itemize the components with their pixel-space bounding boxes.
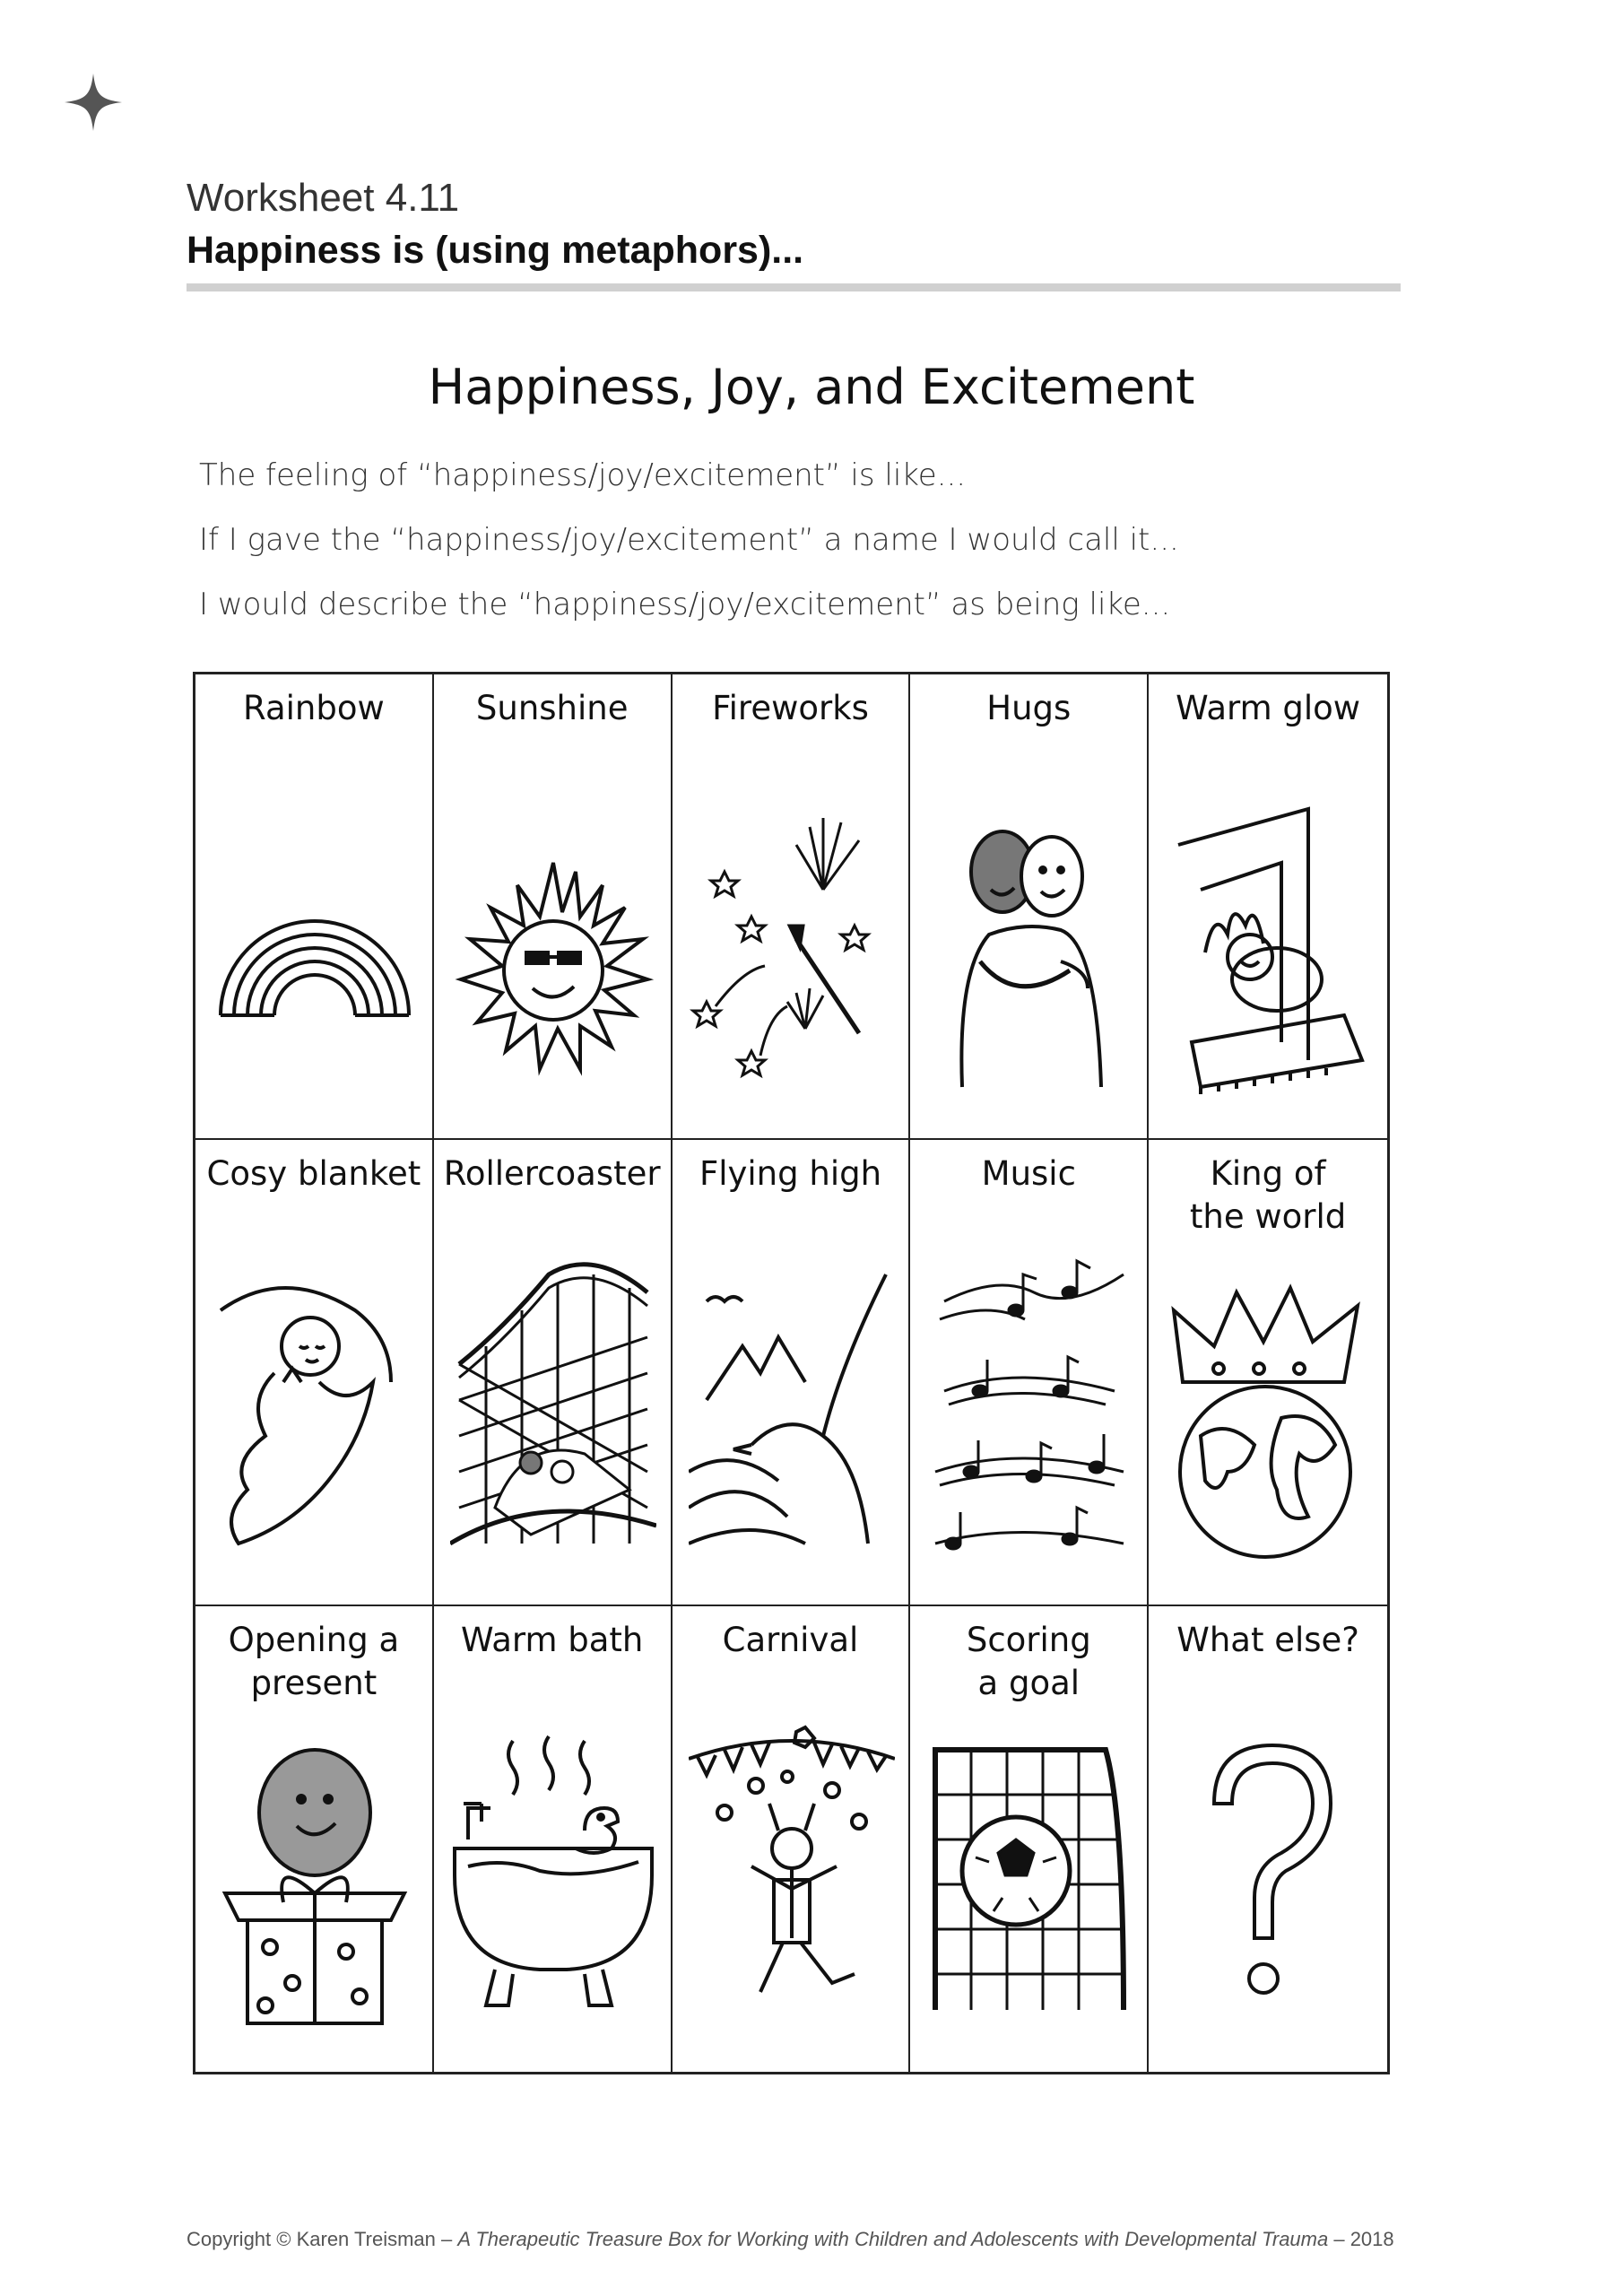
goal-ball-icon	[926, 1723, 1133, 2028]
card-opening-a-present	[195, 1606, 434, 2072]
card-label: Carnival	[722, 1620, 859, 1659]
card-warm-glow	[1149, 674, 1387, 1140]
card-label: King of the world	[1189, 1154, 1347, 1237]
copyright-footer: Copyright © Karen Treisman – A Therapeutic Treasure Box for Working with Children and Adolescents with Developmental Trauma – 2018	[187, 2228, 1394, 2250]
card-hugs	[910, 674, 1149, 1140]
metaphor-grid	[193, 672, 1390, 2074]
card-label: Cosy blanket	[206, 1154, 421, 1194]
present-icon	[212, 1723, 418, 2028]
card-king-of-the-world	[1149, 1140, 1387, 1605]
crown-globe-icon	[1165, 1257, 1371, 1561]
star-icon	[63, 72, 124, 133]
card-label: Fireworks	[712, 689, 869, 727]
card-label: What else?	[1176, 1620, 1359, 1659]
card-sunshine	[434, 674, 673, 1140]
card-warm-bath	[434, 1606, 673, 2072]
prompt-line-1: The feeling of “happiness/joy/excitement” is like...	[199, 457, 967, 493]
card-label: Scoring a goal	[966, 1620, 1091, 1702]
card-music	[910, 1140, 1149, 1605]
sun-icon	[450, 791, 656, 1096]
fireworks-icon	[689, 791, 895, 1096]
card-carnival	[673, 1606, 911, 2072]
blanket-icon	[212, 1257, 418, 1561]
juggler-icon	[689, 1723, 895, 2028]
card-rollercoaster	[434, 1140, 673, 1605]
card-label: Rollercoaster	[443, 1154, 661, 1194]
card-label: Warm bath	[461, 1620, 644, 1659]
prompt-line-2: If I gave the “happiness/joy/excitement” a name I would call it...	[199, 522, 1179, 558]
card-label: Rainbow	[243, 689, 385, 727]
prompt-line-3: I would describe the “happiness/joy/excitement” as being like...	[199, 587, 1171, 622]
bathtub-icon	[450, 1723, 656, 2028]
fireplace-dog-icon	[1165, 791, 1371, 1096]
music-notes-icon	[926, 1257, 1133, 1561]
card-fireworks	[673, 674, 911, 1140]
title-divider	[187, 283, 1401, 291]
card-scoring-a-goal	[910, 1606, 1149, 2072]
card-flying-high	[673, 1140, 911, 1605]
card-label: Warm glow	[1176, 689, 1361, 727]
card-label: Opening a present	[228, 1620, 400, 1702]
hug-icon	[926, 791, 1133, 1096]
card-cosy-blanket	[195, 1140, 434, 1605]
rollercoaster-icon	[450, 1257, 656, 1561]
card-label: Music	[981, 1154, 1076, 1194]
card-label: Sunshine	[475, 689, 629, 727]
card-label: Hugs	[986, 689, 1072, 727]
card-what-else	[1149, 1606, 1387, 2072]
card-rainbow	[195, 674, 434, 1140]
book-title: A Therapeutic Treasure Box for Working with Children and Adolescents with Developmental Trauma	[457, 2228, 1329, 2250]
rainbow-icon	[212, 791, 418, 1096]
bird-icon	[689, 1257, 895, 1561]
question-mark-icon	[1165, 1723, 1371, 2028]
worksheet-number: Worksheet 4.11	[187, 176, 460, 220]
page-heading: Happiness, Joy, and Excitement	[428, 359, 1195, 415]
worksheet-title: Happiness is (using metaphors)...	[187, 229, 804, 272]
card-label: Flying high	[699, 1154, 882, 1194]
